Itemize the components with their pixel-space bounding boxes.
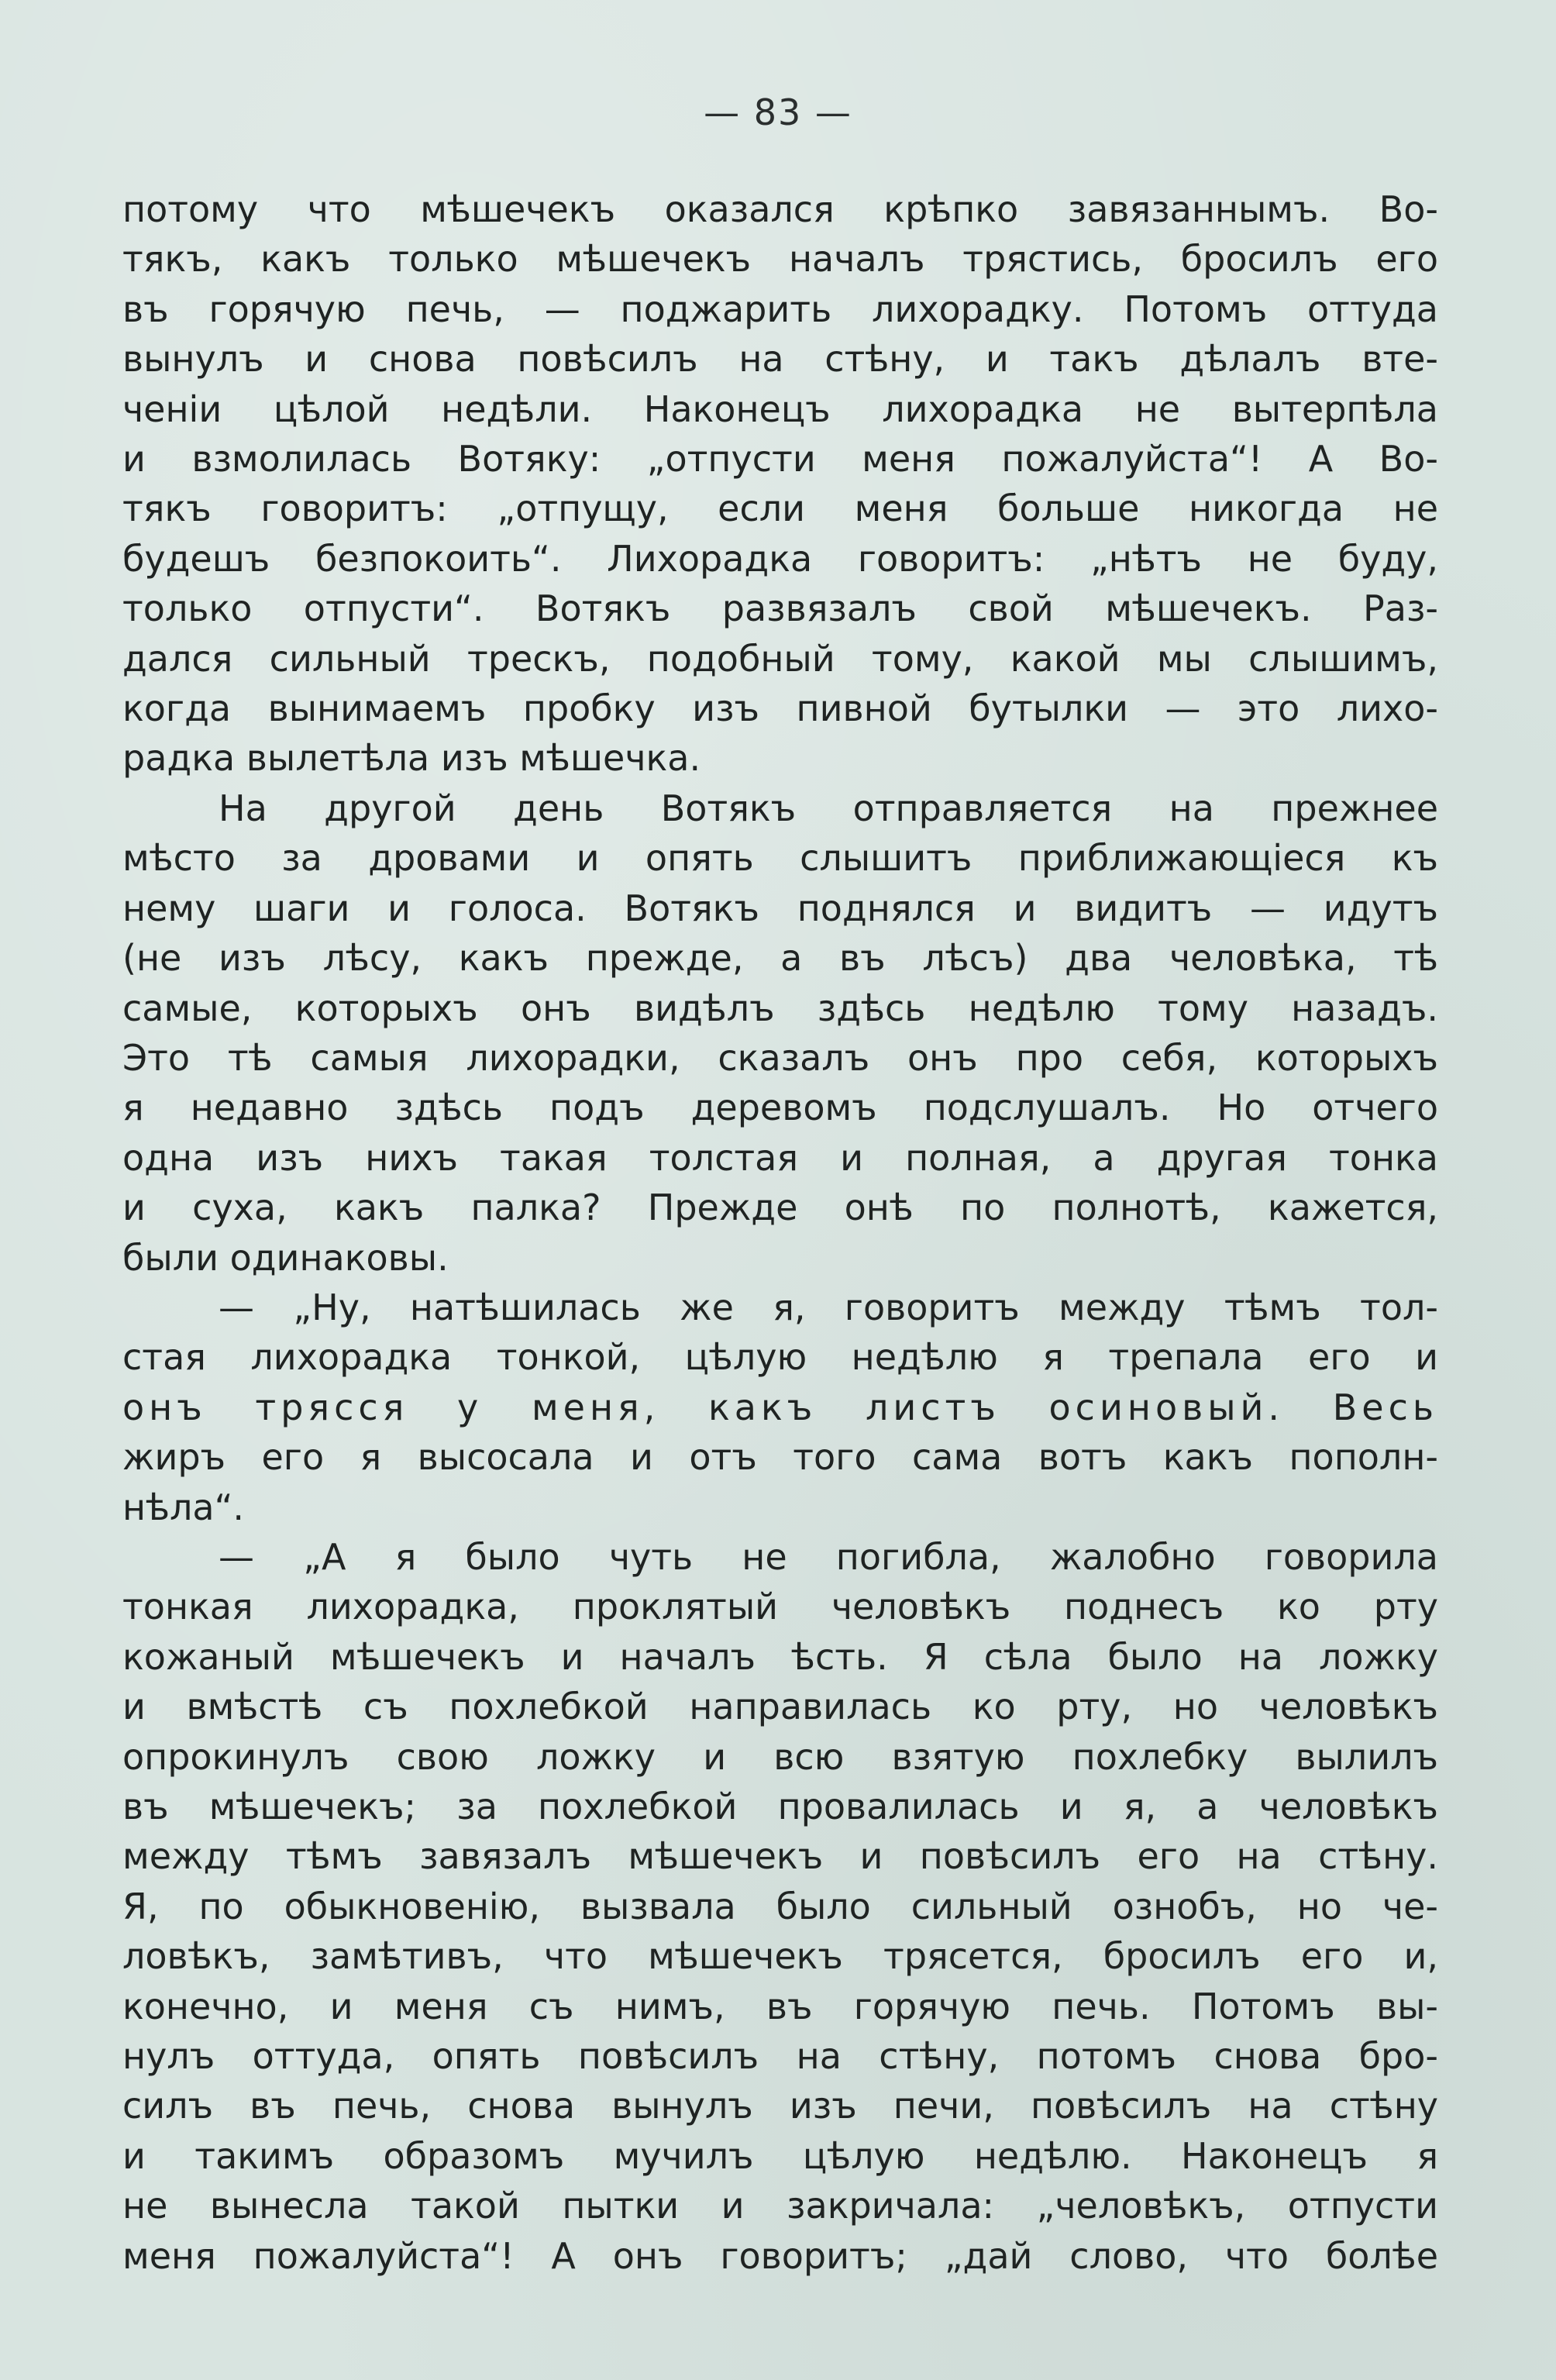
text-line: — „Ну, натѣшилась же я, говоритъ между тѣмъ тол-: [219, 1286, 1438, 1328]
text-line: я недавно здѣсь подъ деревомъ подслушалъ. Но отчего: [122, 1087, 1438, 1129]
text-line: только отпусти“. Вотякъ развязалъ свой мѣшечекъ. Раз-: [122, 587, 1438, 630]
text-line: кожаный мѣшечекъ и началъ ѣсть. Я сѣла было на ложку: [122, 1635, 1438, 1678]
text-line: (не изъ лѣсу, какъ прежде, а въ лѣсъ) два человѣка, тѣ: [122, 937, 1438, 980]
text-line: силъ въ печь, снова вынулъ изъ печи, повѣсилъ на стѣну: [122, 2085, 1438, 2127]
text-line: мѣсто за дровами и опять слышитъ приближающіеся къ: [122, 837, 1438, 880]
text-line: нему шаги и голоса. Вотякъ поднялся и видитъ — идутъ: [122, 887, 1438, 929]
text-line: тякъ, какъ только мѣшечекъ началъ трястись, бросилъ его: [122, 238, 1438, 281]
text-line: Это тѣ самыя лихорадки, сказалъ онъ про себя, которыхъ: [122, 1036, 1438, 1079]
text-line: ченіи цѣлой недѣли. Наконецъ лихорадка не вытерпѣла: [122, 387, 1438, 430]
text-line: и такимъ образомъ мучилъ цѣлую недѣлю. Наконецъ я: [122, 2134, 1438, 2177]
text-line: одна изъ нихъ такая толстая и полная, а другая тонка: [122, 1136, 1438, 1179]
text-line: самые, которыхъ онъ видѣлъ здѣсь недѣлю тому назадъ.: [122, 987, 1438, 1029]
text-line: и вмѣстѣ съ похлебкой направилась ко рту, но человѣкъ: [122, 1686, 1438, 1728]
text-line: въ горячую печь, — поджарить лихорадку. Потомъ оттуда: [122, 288, 1438, 330]
text-line: радка вылетѣла изъ мѣшечка.: [122, 737, 701, 780]
text-line: когда вынимаемъ пробку изъ пивной бутылки — это лихо-: [122, 687, 1438, 730]
text-line: тонкая лихорадка, проклятый человѣкъ поднесъ ко рту: [122, 1586, 1438, 1628]
text-line: будешъ безпокоить“. Лихорадка говоритъ: „нѣтъ не буду,: [122, 537, 1438, 580]
text-line: были одинаковы.: [122, 1236, 449, 1279]
text-line: стая лихорадка тонкой, цѣлую недѣлю я трепала его и: [122, 1336, 1438, 1379]
text-line: меня пожалуйста“! А онъ говоритъ; „дай слово, что болѣе: [122, 2234, 1438, 2277]
text-line: На другой день Вотякъ отправляется на прежнее: [219, 787, 1438, 829]
text-line: — „А я было чуть не погибла, жалобно говорила: [219, 1535, 1438, 1578]
text-line: нулъ оттуда, опять повѣсилъ на стѣну, потомъ снова бро-: [122, 2035, 1438, 2078]
page-body: [122, 184, 1438, 2281]
text-line: не вынесла такой пытки и закричала: „человѣкъ, отпусти: [122, 2185, 1438, 2227]
text-line: Я, по обыкновенію, вызвала было сильный ознобъ, но че-: [122, 1885, 1438, 1927]
text-line: вынулъ и снова повѣсилъ на стѣну, и такъ дѣлалъ вте-: [122, 338, 1438, 381]
text-line: ловѣкъ, замѣтивъ, что мѣшечекъ трясется, бросилъ его и,: [122, 1935, 1438, 1978]
text-line: потому что мѣшечекъ оказался крѣпко завязаннымъ. Во-: [122, 188, 1438, 230]
text-line: въ мѣшечекъ; за похлебкой провалилась и я, а человѣкъ: [122, 1786, 1438, 1827]
text-line: жиръ его я высосала и отъ того сама вотъ какъ пополн-: [122, 1436, 1438, 1479]
text-line: и суха, какъ палка? Прежде онѣ по полнотѣ, кажется,: [122, 1187, 1438, 1229]
text-line: между тѣмъ завязалъ мѣшечекъ и повѣсилъ его на стѣну.: [122, 1835, 1438, 1878]
text-line: тякъ говоритъ: „отпущу, если меня больше никогда не: [122, 487, 1438, 530]
text-line: дался сильный трескъ, подобный тому, какой мы слышимъ,: [122, 637, 1438, 680]
text-line: конечно, и меня съ нимъ, въ горячую печь. Потомъ вы-: [122, 1985, 1438, 2027]
text-line: нѣла“.: [122, 1486, 245, 1528]
page-number: — 83 —: [704, 91, 852, 133]
text-line: опрокинулъ свою ложку и всю взятую похлебку вылилъ: [122, 1735, 1438, 1778]
text-line: и взмолилась Вотяку: „отпусти меня пожалуйста“! А Во-: [122, 438, 1438, 480]
text-line: онъ трясся у меня, какъ листъ осиновый. Весь: [122, 1386, 1438, 1428]
